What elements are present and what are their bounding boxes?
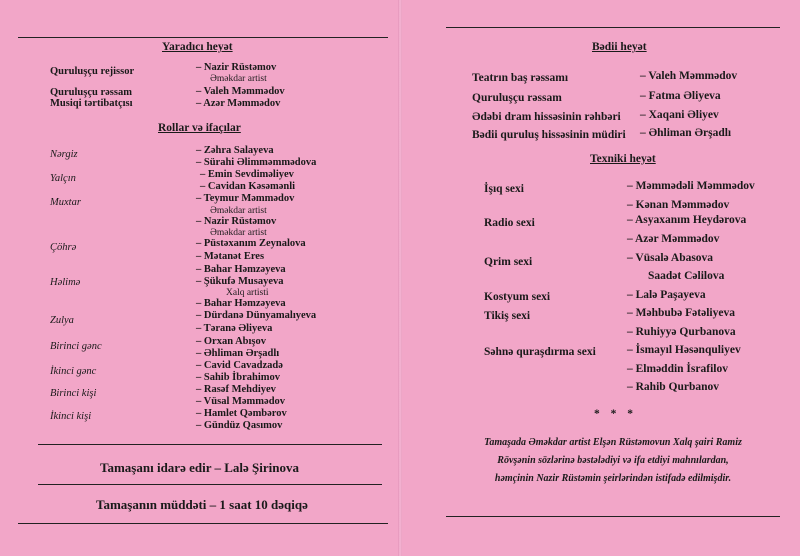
top-rule [446, 27, 780, 28]
role-name: İkinci kişi [50, 411, 92, 422]
art-name: – Xaqani Əliyev [640, 109, 719, 121]
tech-label: İşıq sexi [484, 183, 524, 195]
art-name: – Fatma Əliyeva [640, 90, 721, 102]
top-rule [18, 37, 388, 38]
actor-name: – Vüsal Məmmədov [196, 396, 286, 407]
tech-name: Saadət Cəlilova [648, 270, 725, 282]
duration-line: Tamaşanın müddəti – 1 saat 10 dəqiqə [96, 497, 308, 512]
creative-label: Musiqi tərtibatçısı [50, 98, 133, 109]
roles-heading: Rollar və ifaçılar [158, 122, 241, 134]
tech-name: – Lalə Paşayeva [627, 289, 706, 301]
bottom-rule [446, 516, 780, 517]
divider [38, 444, 382, 445]
art-name: – Əhliman Ərşadlı [640, 127, 732, 139]
tech-name: – İsmayıl Həsənquliyev [627, 344, 741, 356]
page-fold [398, 0, 402, 556]
role-name: Muxtar [50, 197, 81, 208]
art-label: Bədii quruluş hissəsinin müdiri [472, 129, 626, 141]
actor-name: – Sürahi Əlimməmmədova [196, 157, 317, 168]
actor-name: – Sahib İbrahimov [196, 372, 281, 383]
actor-name: – Əhliman Ərşadlı [196, 348, 280, 359]
actor-name: – Orxan Abışov [196, 336, 267, 347]
manager-line: Tamaşanı idarə edir – Lalə Şirinova [100, 460, 299, 475]
tech-label: Səhnə quraşdırma sexi [484, 346, 596, 358]
actor-title: Əməkdar artist [210, 206, 267, 216]
role-name: Zulya [50, 315, 74, 326]
tech-name: – Asyaxanım Heydərova [627, 214, 747, 226]
tech-name: – Elməddin İsrafilov [627, 363, 728, 375]
tech-label: Qrim sexi [484, 256, 533, 268]
actor-name: – Zəhra Salayeva [196, 145, 274, 156]
creative-label: Quruluşçu rejissor [50, 66, 135, 77]
tech-label: Kostyum sexi [484, 291, 551, 303]
actor-name: – Hamlet Qəmbərov [196, 408, 287, 419]
art-label: Ədəbi dram hissəsinin rəhbəri [472, 111, 621, 123]
actor-name: – Nazir Rüstəmov [196, 216, 277, 227]
actor-name: – Bahar Həmzəyeva [196, 298, 286, 309]
tech-name: – Azər Məmmədov [627, 233, 720, 245]
note-line: Rövşənin sözlərinə bəstələdiyi və ifa etdiyi mahnılardan, [497, 455, 729, 466]
art-label: Teatrın baş rəssamı [472, 72, 569, 84]
role-name: Nərgiz [50, 149, 78, 160]
actor-name: – Emin Sevdiməliyev [200, 169, 294, 180]
actor-name: – Teymur Məmmədov [196, 193, 295, 204]
actor-name: – Gündüz Qasımov [196, 420, 283, 431]
actor-name: – Cavidan Kəsəmənli [200, 181, 296, 192]
creative-heading: Yaradıcı heyət [162, 41, 233, 53]
actor-name: – Mətanət Eres [196, 251, 265, 262]
tech-name: – Ruhiyyə Qurbanova [627, 326, 736, 338]
creative-name: – Azər Məmmədov [196, 98, 281, 109]
tech-label: Tikiş sexi [484, 310, 531, 322]
tech-name: – Kənan Məmmədov [627, 199, 730, 211]
creative-title: Əməkdar artist [210, 74, 267, 84]
role-name: Yalçın [50, 173, 76, 184]
actor-title: Əməkdar artist [210, 228, 267, 238]
role-name: Birinci gənc [50, 341, 102, 352]
actor-name: – Püstəxanım Zeynalova [196, 238, 306, 249]
role-name: Həlimə [50, 277, 81, 288]
creative-name: – Valeh Məmmədov [196, 86, 285, 97]
art-heading: Bədii heyət [592, 41, 647, 53]
role-name: İkinci gənc [50, 366, 97, 377]
tech-name: – Vüsalə Abasova [627, 252, 714, 264]
actor-name: – Dürdanə Dünyamalıyeva [196, 310, 317, 321]
role-name: Birinci kişi [50, 388, 97, 399]
creative-name: – Nazir Rüstəmov [196, 62, 277, 73]
separator-stars: * * * [594, 408, 637, 420]
tech-name: – Rahib Qurbanov [627, 381, 720, 393]
art-name: – Valeh Məmmədov [640, 70, 738, 82]
note-line: həmçinin Nazir Rüstəmin şeirlərindən istifadə edilmişdir. [494, 473, 732, 484]
divider [38, 484, 382, 485]
tech-name: – Məhbubə Fətəliyeva [627, 307, 735, 319]
tech-name: – Məmmədəli Məmmədov [627, 180, 755, 192]
creative-label: Quruluşçu rəssam [50, 87, 132, 98]
tech-heading: Texniki heyət [590, 153, 656, 165]
actor-name: – Təranə Əliyeva [196, 323, 273, 334]
actor-name: – Bahar Həmzəyeva [196, 264, 286, 275]
actor-name: – Cavid Cavadzadə [196, 360, 283, 371]
bottom-rule [18, 523, 388, 524]
actor-name: – Şükufə Musayeva [196, 276, 284, 287]
actor-name: – Rasəf Mehdiyev [196, 384, 276, 395]
role-name: Çöhrə [50, 242, 77, 253]
tech-label: Radio sexi [484, 217, 535, 229]
art-label: Quruluşçu rəssam [472, 92, 562, 104]
note-line: Tamaşada Əməkdar artist Elşən Rüstəmovun Xalq şairi Ramiz [484, 437, 742, 448]
actor-title: Xalq artisti [226, 288, 269, 298]
